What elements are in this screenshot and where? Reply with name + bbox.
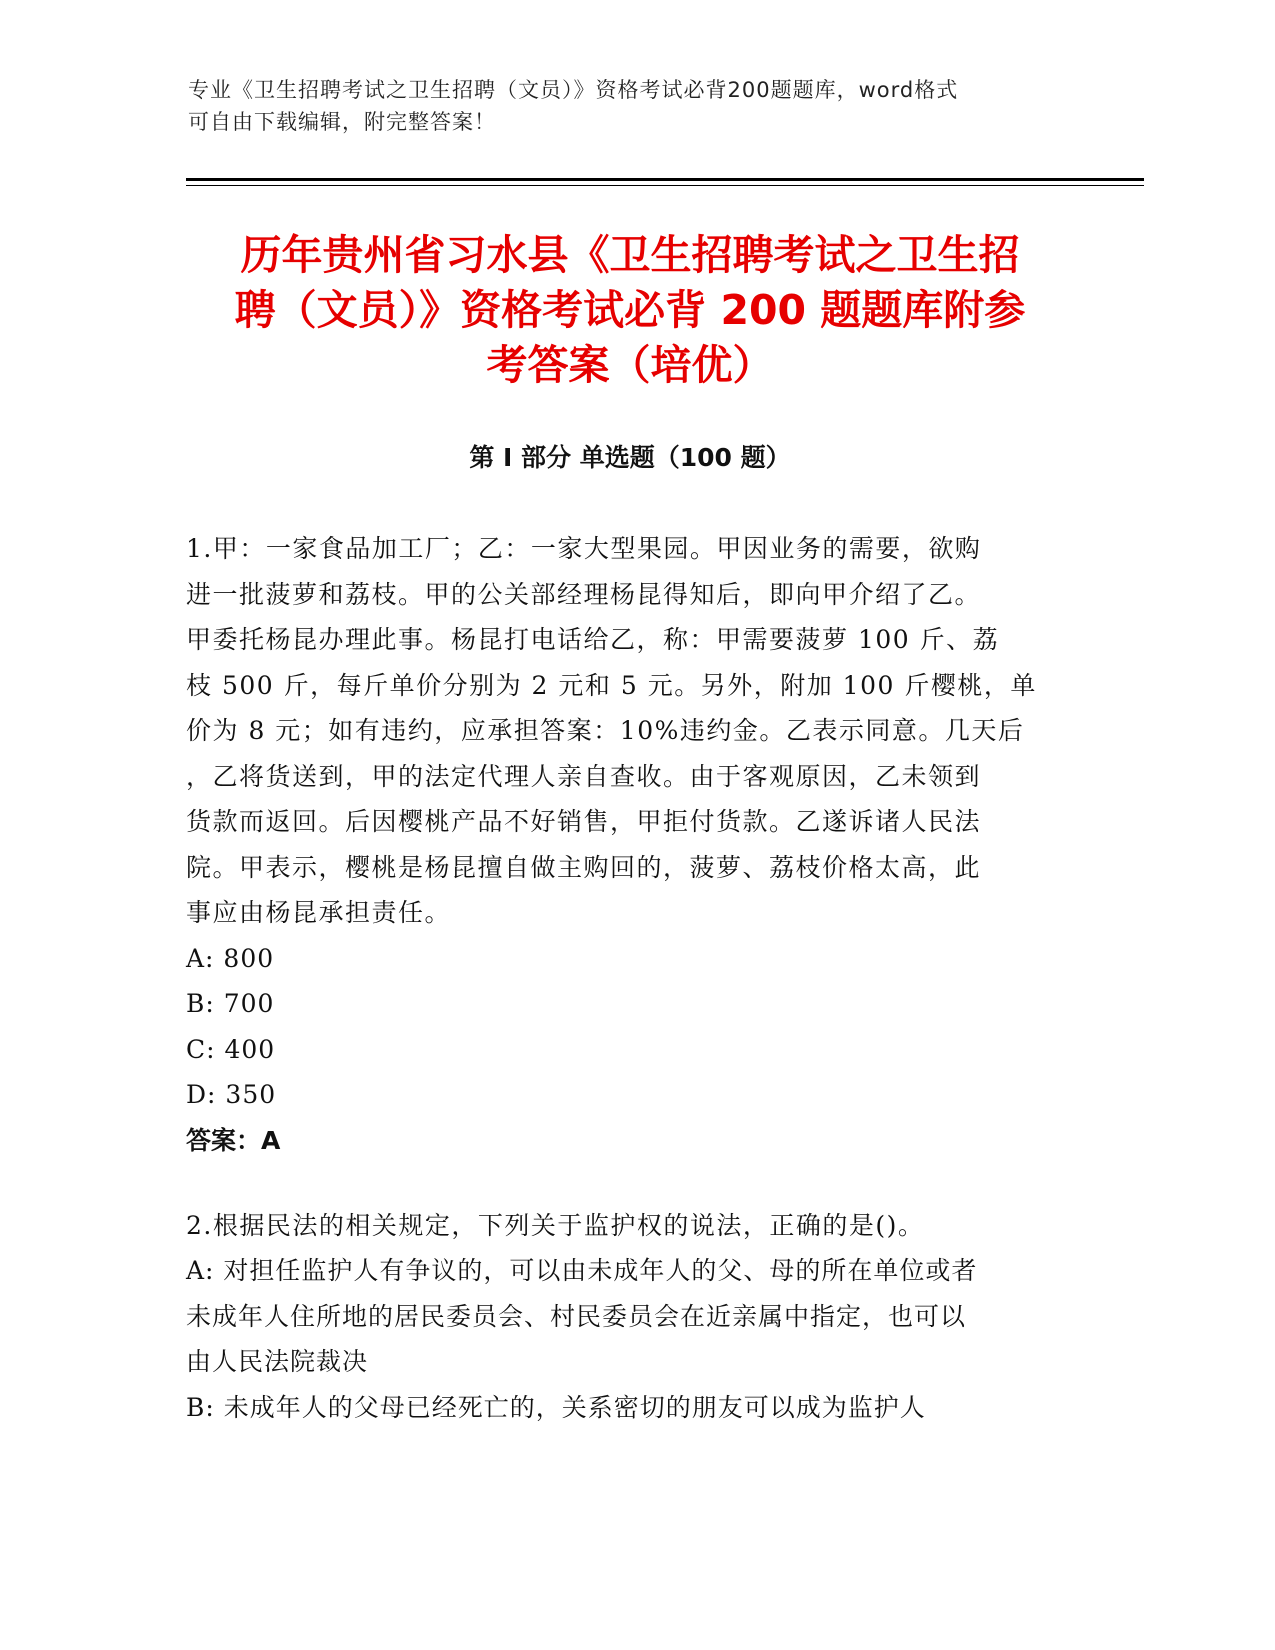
header-rule-thin <box>186 185 1144 186</box>
option-d: D: 350 <box>186 1080 277 1109</box>
question-text-line: 院。甲表示，樱桃是杨昆擅自做主购回的，菠萝、荔枝价格太高，此 <box>186 852 982 882</box>
question-text-line: 货款而返回。后因樱桃产品不好销售，甲拒付货款。乙遂诉诸人民法 <box>186 807 982 836</box>
question-1 <box>186 526 1066 1163</box>
question-text-line: 1.甲：一家食品加工厂；乙：一家大型果园。甲因业务的需要，欲购 <box>186 534 982 563</box>
question-text-line: 2.根据民法的相关规定，下列关于监护权的说法，正确的是()。 <box>186 1210 925 1240</box>
option-a-line: A: 对担任监护人有争议的，可以由未成年人的父、母的所在单位或者 <box>186 1256 978 1285</box>
option-a: A: 800 <box>186 943 275 973</box>
question-text-line: 枝 500 斤，每斤单价分别为 2 元和 5 元。另外，附加 100 斤樱桃，单 <box>186 670 1037 700</box>
question-list <box>186 526 1066 1430</box>
option-b: B: 未成年人的父母已经死亡的，关系密切的朋友可以成为监护人 <box>186 1392 926 1422</box>
section-heading: 第 I 部分 单选题（100 题） <box>469 443 791 472</box>
question-text-line: 进一批菠萝和荔枝。甲的公关部经理杨昆得知后，即向甲介绍了乙。 <box>186 579 982 609</box>
question-text-line: 事应由杨昆承担责任。 <box>186 898 452 927</box>
question-text-line: ，乙将货送到，甲的法定代理人亲自查收。由于客观原因，乙未领到 <box>186 761 982 791</box>
question-2 <box>186 1203 1066 1431</box>
option-a-line: 未成年人住所地的居民委员会、村民委员会在近亲属中指定，也可以 <box>186 1301 967 1331</box>
page-header <box>188 74 1068 138</box>
answer-label: 答案：A <box>186 1125 281 1155</box>
title-line-3: 考答案（培优） <box>486 341 774 389</box>
option-a-line: 由人民法院裁决 <box>186 1347 369 1376</box>
title-line-1: 历年贵州省习水县《卫生招聘考试之卫生招 <box>240 231 1020 279</box>
question-spacer <box>186 1163 1066 1203</box>
question-text-line: 甲委托杨昆办理此事。杨昆打电话给乙，称：甲需要菠萝 100 斤、荔 <box>186 625 1000 654</box>
title-line-2: 聘（文员）》资格考试必背 200 题题库附参 <box>234 286 1026 334</box>
question-text-line: 价为 8 元；如有违约，应承担答案：10%违约金。乙表示同意。几天后 <box>186 716 1025 745</box>
option-b: B: 700 <box>186 989 275 1018</box>
header-line-1: 专业《卫生招聘考试之卫生招聘（文员）》资格考试必背200题题库，word格式 <box>188 78 959 102</box>
document-title <box>180 228 1080 393</box>
option-c: C: 400 <box>186 1034 276 1064</box>
header-rule-thick <box>186 178 1144 181</box>
header-line-2: 可自由下载编辑，附完整答案！ <box>188 110 496 134</box>
